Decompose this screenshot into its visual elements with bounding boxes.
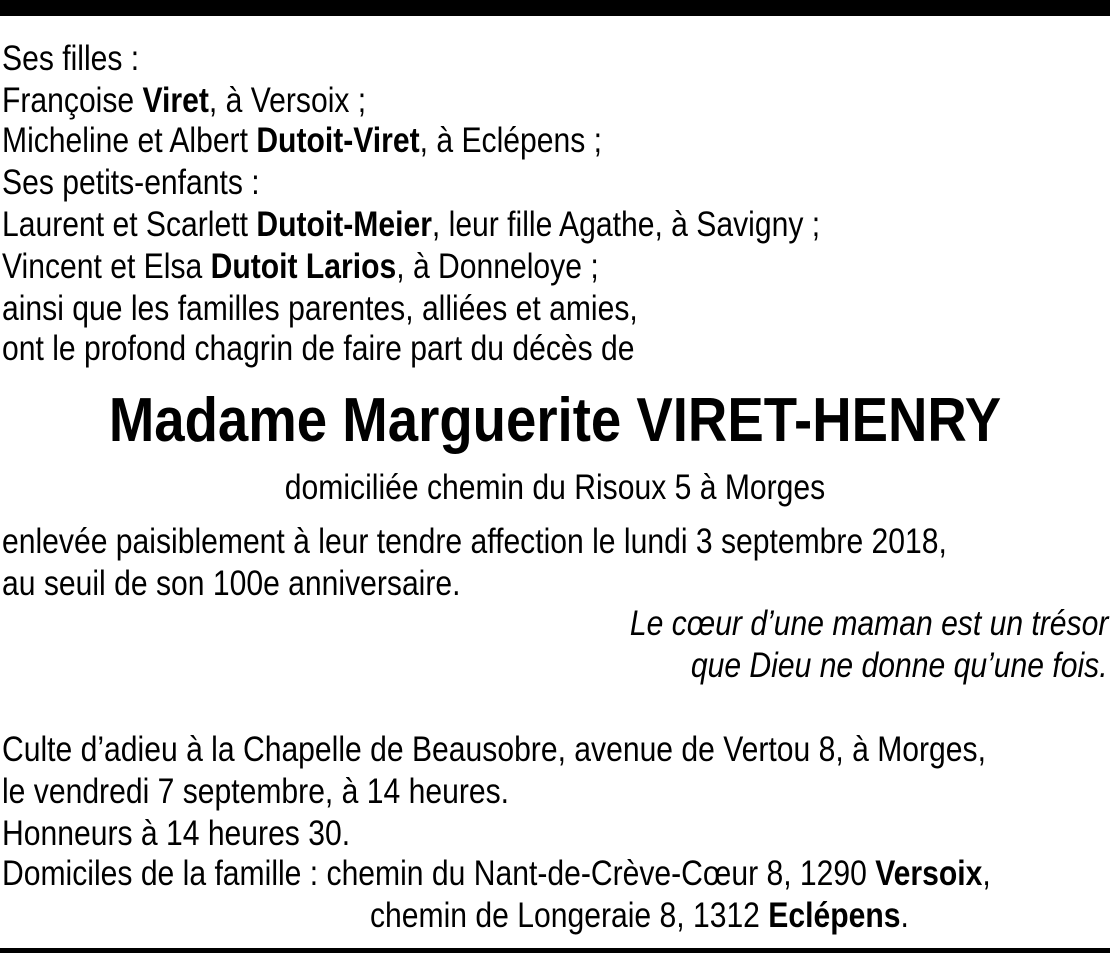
deceased-residence: domiciliée chemin du Risoux 5 à Morges	[284, 468, 826, 507]
daughters-heading: Ses filles :	[2, 39, 140, 78]
address-text: Domiciles de la famille : chemin du Nant-de-Crève-Cœur 8, 1290	[2, 854, 876, 893]
family-address-line-2	[370, 895, 909, 937]
surname: Dutoit Larios	[210, 247, 397, 286]
location: , à Donneloye ;	[396, 247, 599, 286]
first-names: Laurent et Scarlett	[2, 205, 257, 244]
other-families-line: ainsi que les familles parentes, alliées et amies,	[2, 289, 638, 328]
top-border-rule	[0, 0, 1110, 16]
family-address-line-1	[2, 853, 991, 895]
grandchild-line-2	[2, 246, 599, 288]
first-names: Françoise	[2, 81, 143, 120]
grandchildren-heading: Ses petits-enfants :	[2, 163, 260, 202]
punctuation: .	[900, 896, 909, 935]
bottom-border-rule	[0, 948, 1110, 953]
surname: Dutoit-Viret	[256, 121, 420, 160]
quote-line-1: Le cœur d’une maman est un trésor	[629, 604, 1108, 643]
service-line-1: Culte d’adieu à la Chapelle de Beausobre, avenue de Vertou 8, à Morges,	[2, 730, 986, 769]
deceased-name: Madame Marguerite VIRET-HENRY	[108, 386, 1002, 455]
daughter-line-2	[2, 120, 602, 162]
announcement-line: ont le profond chagrin de faire part du décès de	[2, 329, 635, 368]
passing-line-2: au seuil de son 100e anniversaire.	[2, 564, 461, 603]
location: , à Eclépens ;	[419, 121, 603, 160]
passing-line-1: enlevée paisiblement à leur tendre affection le lundi 3 septembre 2018,	[2, 522, 947, 561]
address-text: chemin de Longeraie 8, 1312	[370, 896, 769, 935]
daughter-line-1	[2, 80, 366, 122]
service-line-2: le vendredi 7 septembre, à 14 heures.	[2, 772, 509, 811]
city-name: Eclépens	[768, 896, 901, 935]
quote-line-2: que Dieu ne donne qu’une fois.	[691, 646, 1108, 685]
first-names: Micheline et Albert	[2, 121, 257, 160]
city-name: Versoix	[875, 854, 983, 893]
honours-line: Honneurs à 14 heures 30.	[2, 814, 351, 853]
location: , à Versoix ;	[208, 81, 367, 120]
surname: Dutoit-Meier	[256, 205, 432, 244]
grandchild-line-1	[2, 204, 820, 246]
location: , leur fille Agathe, à Savigny ;	[431, 205, 821, 244]
punctuation: ,	[982, 854, 991, 893]
surname: Viret	[142, 81, 209, 120]
first-names: Vincent et Elsa	[2, 247, 211, 286]
